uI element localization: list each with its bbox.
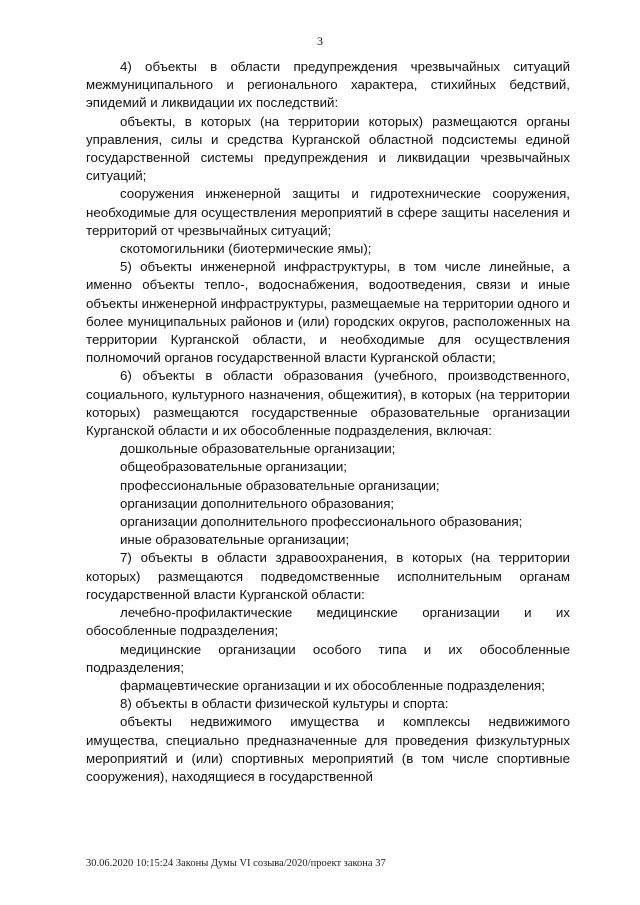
paragraph-11: организации дополнительного профессионального образования; [120, 514, 523, 530]
document-body [86, 58, 570, 786]
document-footer: 30.06.2020 10:15:24 Законы Думы VI созыва/2020/проект закона 37 [86, 858, 386, 869]
paragraph-16: фармацевтические организации и их обособленные подразделения; [120, 677, 545, 693]
page-number: 3 [317, 34, 323, 48]
paragraph-8: общеобразовательные организации; [120, 459, 347, 475]
paragraph-4: скотомогильники (биотермические ямы); [120, 241, 372, 257]
paragraph-15: медицинские организации особого типа и их обособленные подразделения; [86, 641, 570, 675]
paragraph-1: 4) объекты в области предупреждения чрезвычайных ситуаций межмуниципального и регионального характера, стихийных бедствий, эпидемий и ликвидации их последствий: [86, 59, 570, 111]
paragraph-18: объекты недвижимого имущества и комплексы недвижимого имущества, специально предназначенные для проведения физкультурных мероприятий и (или) спортивных мероприятий (в том числе спортивные сооружения), находящиеся в государственной [86, 714, 570, 784]
paragraph-7: дошкольные образовательные организации; [120, 441, 396, 457]
paragraph-9: профессиональные образовательные организации; [120, 477, 440, 493]
paragraph-2: объекты, в которых (на территории которых) размещаются органы управления, силы и средства Курганской областной подсистемы единой государственной системы предупреждения и ликвидации чрезвычайных ситуаций; [86, 113, 570, 184]
paragraph-12: иные образовательные организации; [120, 532, 350, 548]
paragraph-13: 7) объекты в области здравоохранения, в которых (на территории которых) размещаются подведомственные исполнительным органам государственной власти Курганской области: [86, 550, 570, 602]
paragraph-14: лечебно-профилактические медицинские организации и их обособленные подразделения; [86, 605, 570, 639]
paragraph-17: 8) объекты в области физической культуры и спорта: [120, 696, 449, 712]
paragraph-6: 6) объекты в области образования (учебного, производственного, социального, культурного назначения, общежития), в которых (на территории которых) размещаются государственные образовательные организации Курганской области и их обособленные подразделения, включая: [86, 368, 570, 439]
paragraph-5: 5) объекты инженерной инфраструктуры, в том числе линейные, а именно объекты тепло-, водоснабжения, водоотведения, связи и иные объекты инженерной инфраструктуры, размещаемые на территории одного и более муниципальных районов и (или) городских округов, расположенных на территории Курганской области, и необходимые для осуществления полномочий органов государственной власти Курганской области; [86, 259, 570, 366]
paragraph-3: сооружения инженерной защиты и гидротехнические сооружения, необходимые для осуществления мероприятий в сфере защиты населения и территорий от чрезвычайных ситуаций; [86, 186, 570, 238]
paragraph-10: организации дополнительного образования; [120, 495, 395, 511]
